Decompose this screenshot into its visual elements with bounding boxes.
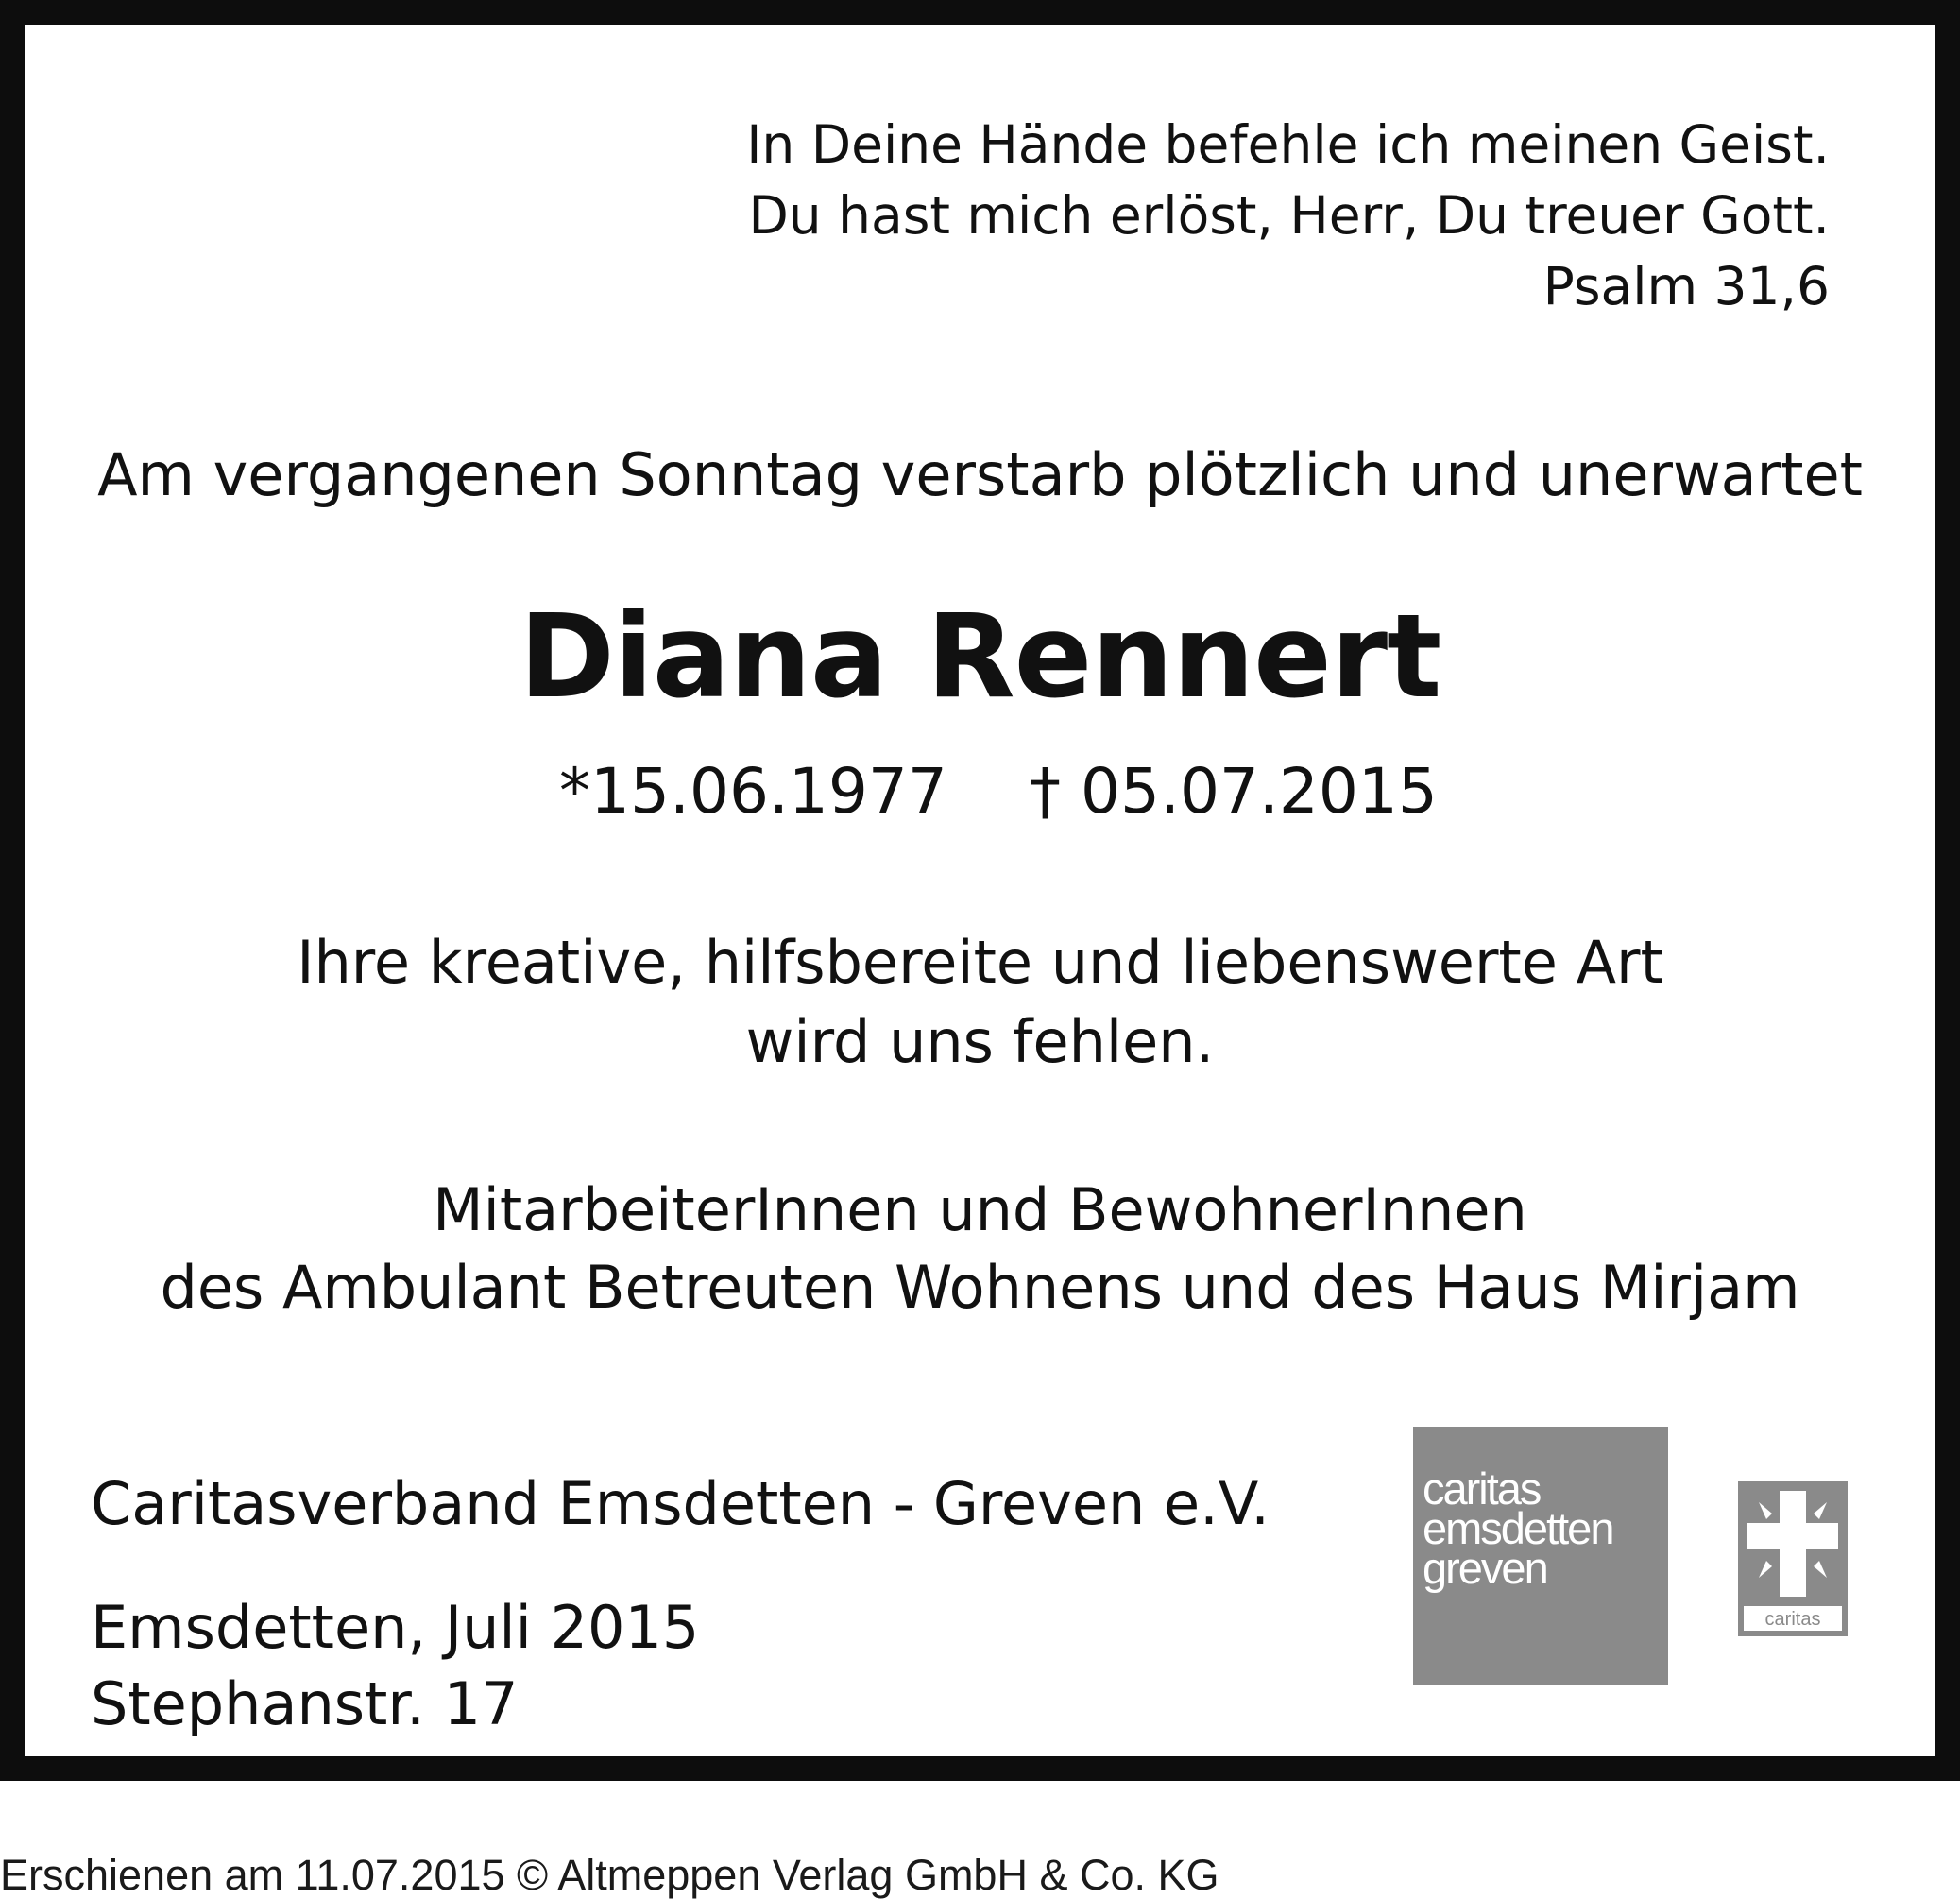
publication-footer: Erschienen am 11.07.2015 © Altmeppen Verlag GmbH & Co. KG [0,1851,1219,1899]
caritas-cross-emblem-icon [1738,1481,1848,1636]
emblem-text: caritas [1764,1609,1821,1630]
birth-date: *15.06.1977 [559,755,947,828]
verse-reference: Psalm 31,6 [1542,256,1830,316]
verse-line-1: In Deine Hände befehle ich meinen Geist. [746,114,1830,175]
verse-line-2: Du hast mich erlöst, Herr, Du treuer Gott. [748,185,1830,246]
logo-line-3: greven [1423,1543,1547,1593]
caritas-emsdetten-greven-logo [1413,1427,1668,1685]
deceased-name: Diana Rennert [519,590,1441,724]
place-date: Emsdetten, Juli 2015 [91,1593,700,1662]
death-date: † 05.07.2015 [1030,755,1438,828]
flame-cross-icon [1738,1481,1848,1636]
mourners-line-2: des Ambulant Betreuten Wohnens und des Haus Mirjam [160,1253,1800,1322]
intro-text: Am vergangenen Sonntag verstarb plötzlich und unerwartet [97,440,1863,509]
logo-line-2: emsdetten [1423,1503,1613,1553]
logo-line-1: caritas [1423,1463,1541,1514]
tribute-line-2: wird uns fehlen. [745,1007,1215,1076]
mourners-line-1: MitarbeiterInnen und BewohnerInnen [433,1175,1527,1244]
organization-name: Caritasverband Emsdetten - Greven e.V. [91,1469,1270,1538]
tribute-line-1: Ihre kreative, hilfsbereite und liebenswerte Art [297,928,1663,997]
address: Stephanstr. 17 [91,1669,519,1738]
